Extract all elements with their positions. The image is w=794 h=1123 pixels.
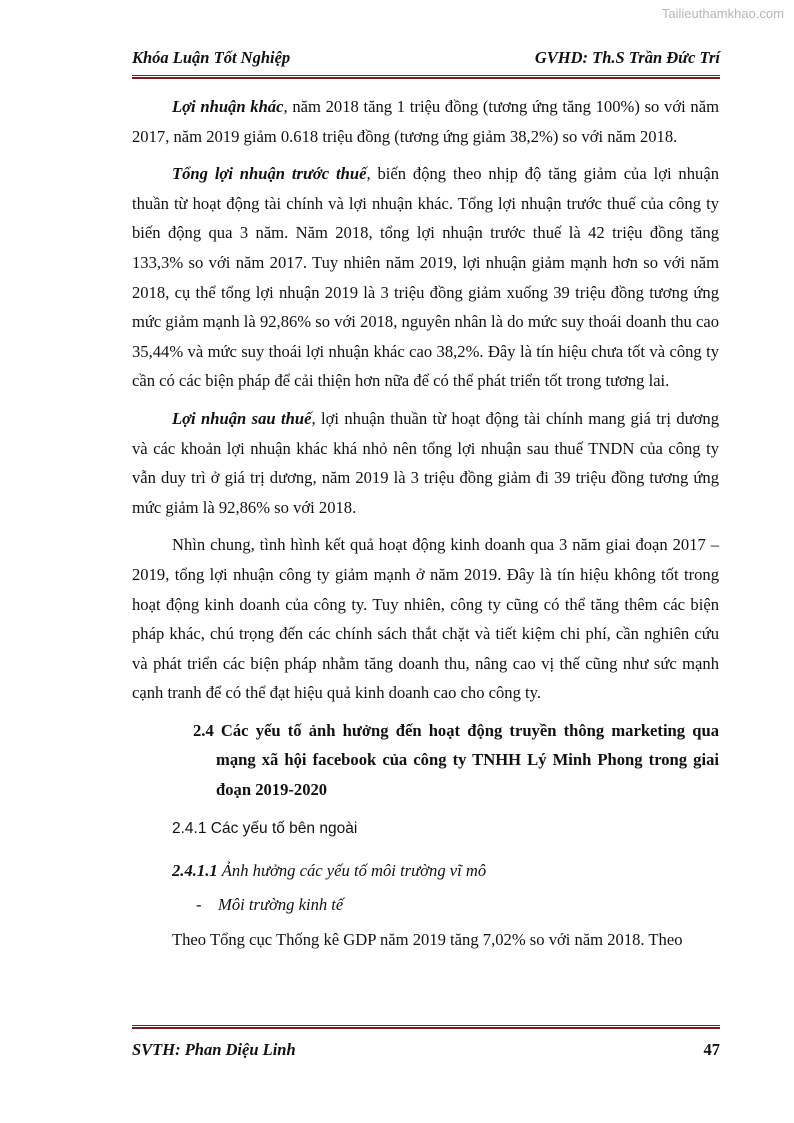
paragraph-pretax-profit [132, 159, 719, 396]
header-rule [132, 75, 720, 79]
page-header [132, 48, 720, 68]
page-footer [132, 1040, 720, 1060]
paragraph-after-tax-profit [132, 404, 719, 522]
paragraph-text: , biến động theo nhịp độ tăng giảm của lợi nhuận thuần từ hoạt động tài chính và lợi nhuận khác. Tổng lợi nhuận trước thuế của công ty biến động qua 3 năm. Năm 2018, tổng lợi nhuận trước thuế là 42 triệu đồng tăng 133,3% so với năm 2017. Tuy nhiên năm 2019, lợi nhuận giảm mạnh hơn so với năm 2018, cụ thể tổng lợi nhuận 2019 là 3 triệu đồng giảm xuống 39 triệu đồng tương ứng mức giảm mạnh là 92,86% so với 2018, nguyên nhân là do mức suy thoái doanh thu cao 35,44% và mức suy thoái lợi nhuận khác cao 38,2%. Đây là tín hiệu chưa tốt và công ty cần có các biện pháp để cải thiện hơn nữa để có thể phát triển tốt trong tương lai. [132, 164, 719, 391]
paragraph-lead: Lợi nhuận sau thuế [172, 408, 312, 428]
subsection-heading: 2.4.1 Các yếu tố bên ngoài [172, 820, 358, 838]
list-item [196, 890, 719, 920]
subsubsection-heading [172, 856, 719, 886]
paragraph-lead: Lợi nhuận khác [172, 97, 284, 116]
footer-rule [132, 1025, 720, 1029]
header-thesis-title: Khóa Luận Tốt Nghiệp [132, 48, 291, 67]
bullet-dash: - [196, 894, 202, 914]
paragraph-summary [132, 530, 719, 708]
page-body [132, 92, 719, 963]
footer-student: SVTH: Phan Diệu Linh [132, 1040, 296, 1059]
paragraph-text: , năm 2018 tăng 1 triệu đồng (tương ứng tăng 100%) so với năm 2017, năm 2019 giảm 0.618 triệu đồng (tương ứng giảm 38,2%) so với năm 2018. [132, 97, 719, 146]
subsubsection-title: Ảnh hưởng các yếu tố môi trường vĩ mô [221, 860, 487, 880]
page-number: 47 [703, 1040, 720, 1059]
paragraph-gdp: Theo Tổng cục Thống kê GDP năm 2019 tăng 7,02% so với năm 2018. Theo [172, 930, 683, 950]
watermark: Tailieuthamkhao.com [661, 6, 784, 21]
paragraph-other-profit [132, 92, 719, 151]
header-advisor: GVHD: Th.S Trần Đức Trí [534, 48, 720, 67]
paragraph-text: Nhìn chung, tình hình kết quả hoạt động kinh doanh qua 3 năm giai đoạn 2017 – 2019, tổng lợi nhuận công ty giảm mạnh ở năm 2019. Đây là tín hiệu không tốt trong hoạt động kinh doanh của công ty. Tuy nhiên, công ty cũng có thể tăng thêm các biện pháp khác, chú trọng đến các chính sách thắt chặt và tiết kiệm chi phí, cần nghiên cứu và phát triển các biện pháp nhằm tăng doanh thu, nâng cao vị thế cũng như sức mạnh cạnh tranh để có thể đạt hiệu quả kinh doanh cao cho công ty. [132, 535, 719, 703]
section-heading: 2.4 Các yếu tố ảnh hưởng đến hoạt động truyền thông marketing qua mạng xã hội facebook của công ty TNHH Lý Minh Phong trong giai đoạn 2019-2020 [193, 720, 719, 799]
paragraph-lead: Tổng lợi nhuận trước thuế [172, 164, 367, 184]
list-item-text: Môi trường kinh tế [218, 894, 344, 914]
subsubsection-number: 2.4.1.1 [172, 860, 218, 880]
paragraph-text: , lợi nhuận thuần từ hoạt động tài chính mang giá trị dương và các khoản lợi nhuận khác khá nhỏ nên tổng lợi nhuận sau thuế TNDN của công ty vẫn duy trì ở giá trị dương, năm 2019 là 3 triệu đồng giảm đi 39 triệu đồng tương ứng mức giảm là 92,86% so với 2018. [132, 408, 719, 517]
